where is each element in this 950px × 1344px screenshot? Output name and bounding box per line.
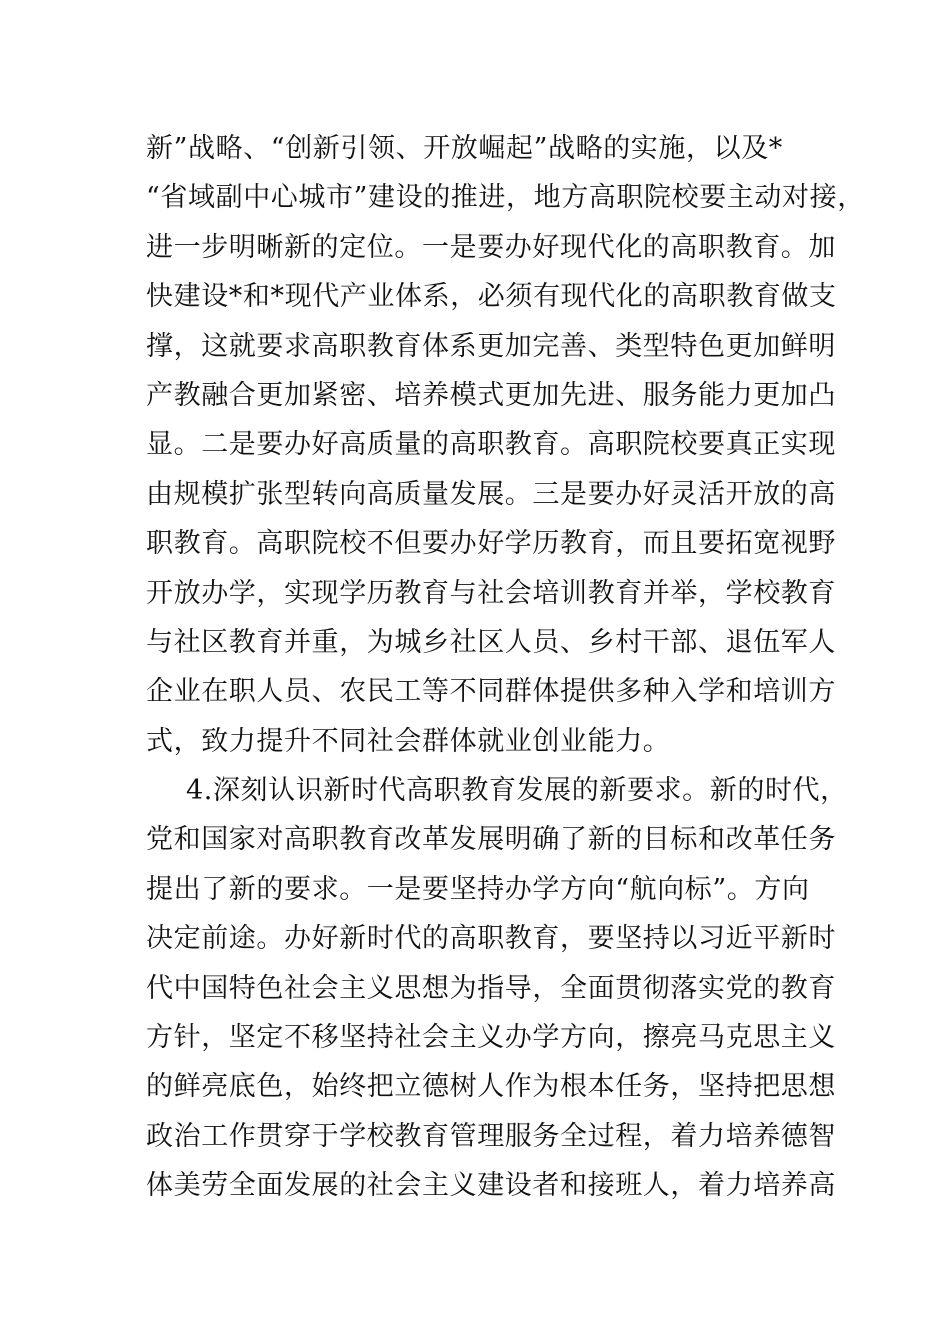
text-line: 新”战略、“创新引领、开放崛起”战略的实施，以及*	[146, 133, 783, 164]
text-line: 显。二是要办好高质量的高职教育。高职院校要真正实现	[146, 429, 836, 461]
text-line: 方针，坚定不移坚持社会主义办学方向，擦亮马克思主义	[146, 1022, 836, 1054]
text-line: 由规模扩张型转向高质量发展。三是要办好灵活开放的高	[146, 478, 836, 510]
paragraph-1	[146, 124, 865, 766]
document-body	[146, 124, 865, 1211]
text-line: 政治工作贯穿于学校教育管理服务全过程，着力培养德智	[146, 1120, 836, 1152]
text-line: 产教融合更加紧密、培养模式更加先进、服务能力更加凸	[146, 379, 836, 411]
text-line: 职教育。高职院校不但要办好学历教育，而且要拓宽视野	[146, 528, 836, 560]
text-line: 开放办学，实现学历教育与社会培训教育并举，学校教育	[146, 577, 836, 609]
text-line: 党和国家对高职教育改革发展明确了新的目标和改革任务	[146, 824, 836, 856]
text-line: 快建设*和*现代产业体系，必须有现代化的高职教育做支	[146, 281, 837, 313]
text-line: 决定前途。办好新时代的高职教育，要坚持以习近平新时	[146, 923, 836, 955]
text-line: 提出了新的要求。一是要坚持办学方向“航向标”。方向	[146, 873, 810, 905]
text-line: 式，致力提升不同社会群体就业创业能力。	[146, 725, 671, 757]
text-line: 的鲜亮底色，始终把立德树人作为根本任务，坚持把思想	[146, 1071, 836, 1103]
text-line: 进一步明晰新的定位。一是要办好现代化的高职教育。加	[146, 231, 836, 263]
text-line: 与社区教育并重，为城乡社区人员、乡村干部、退伍军人	[146, 626, 836, 658]
text-line: “省域副中心城市”建设的推进，地方高职院校要主动对接，	[146, 182, 865, 214]
text-line: 体美劳全面发展的社会主义建设者和接班人，着力培养高	[146, 1170, 836, 1202]
text-line: 代中国特色社会主义思想为指导，全面贯彻落实党的教育	[146, 972, 836, 1004]
section-heading-line: 4.深刻认识新时代高职教育发展的新要求。新的时代，	[186, 775, 848, 807]
paragraph-2	[146, 766, 848, 1211]
text-line: 撑，这就要求高职教育体系更加完善、类型特色更加鲜明	[146, 330, 836, 362]
text-line: 企业在职人员、农民工等不同群体提供多种入学和培训方	[146, 676, 836, 708]
